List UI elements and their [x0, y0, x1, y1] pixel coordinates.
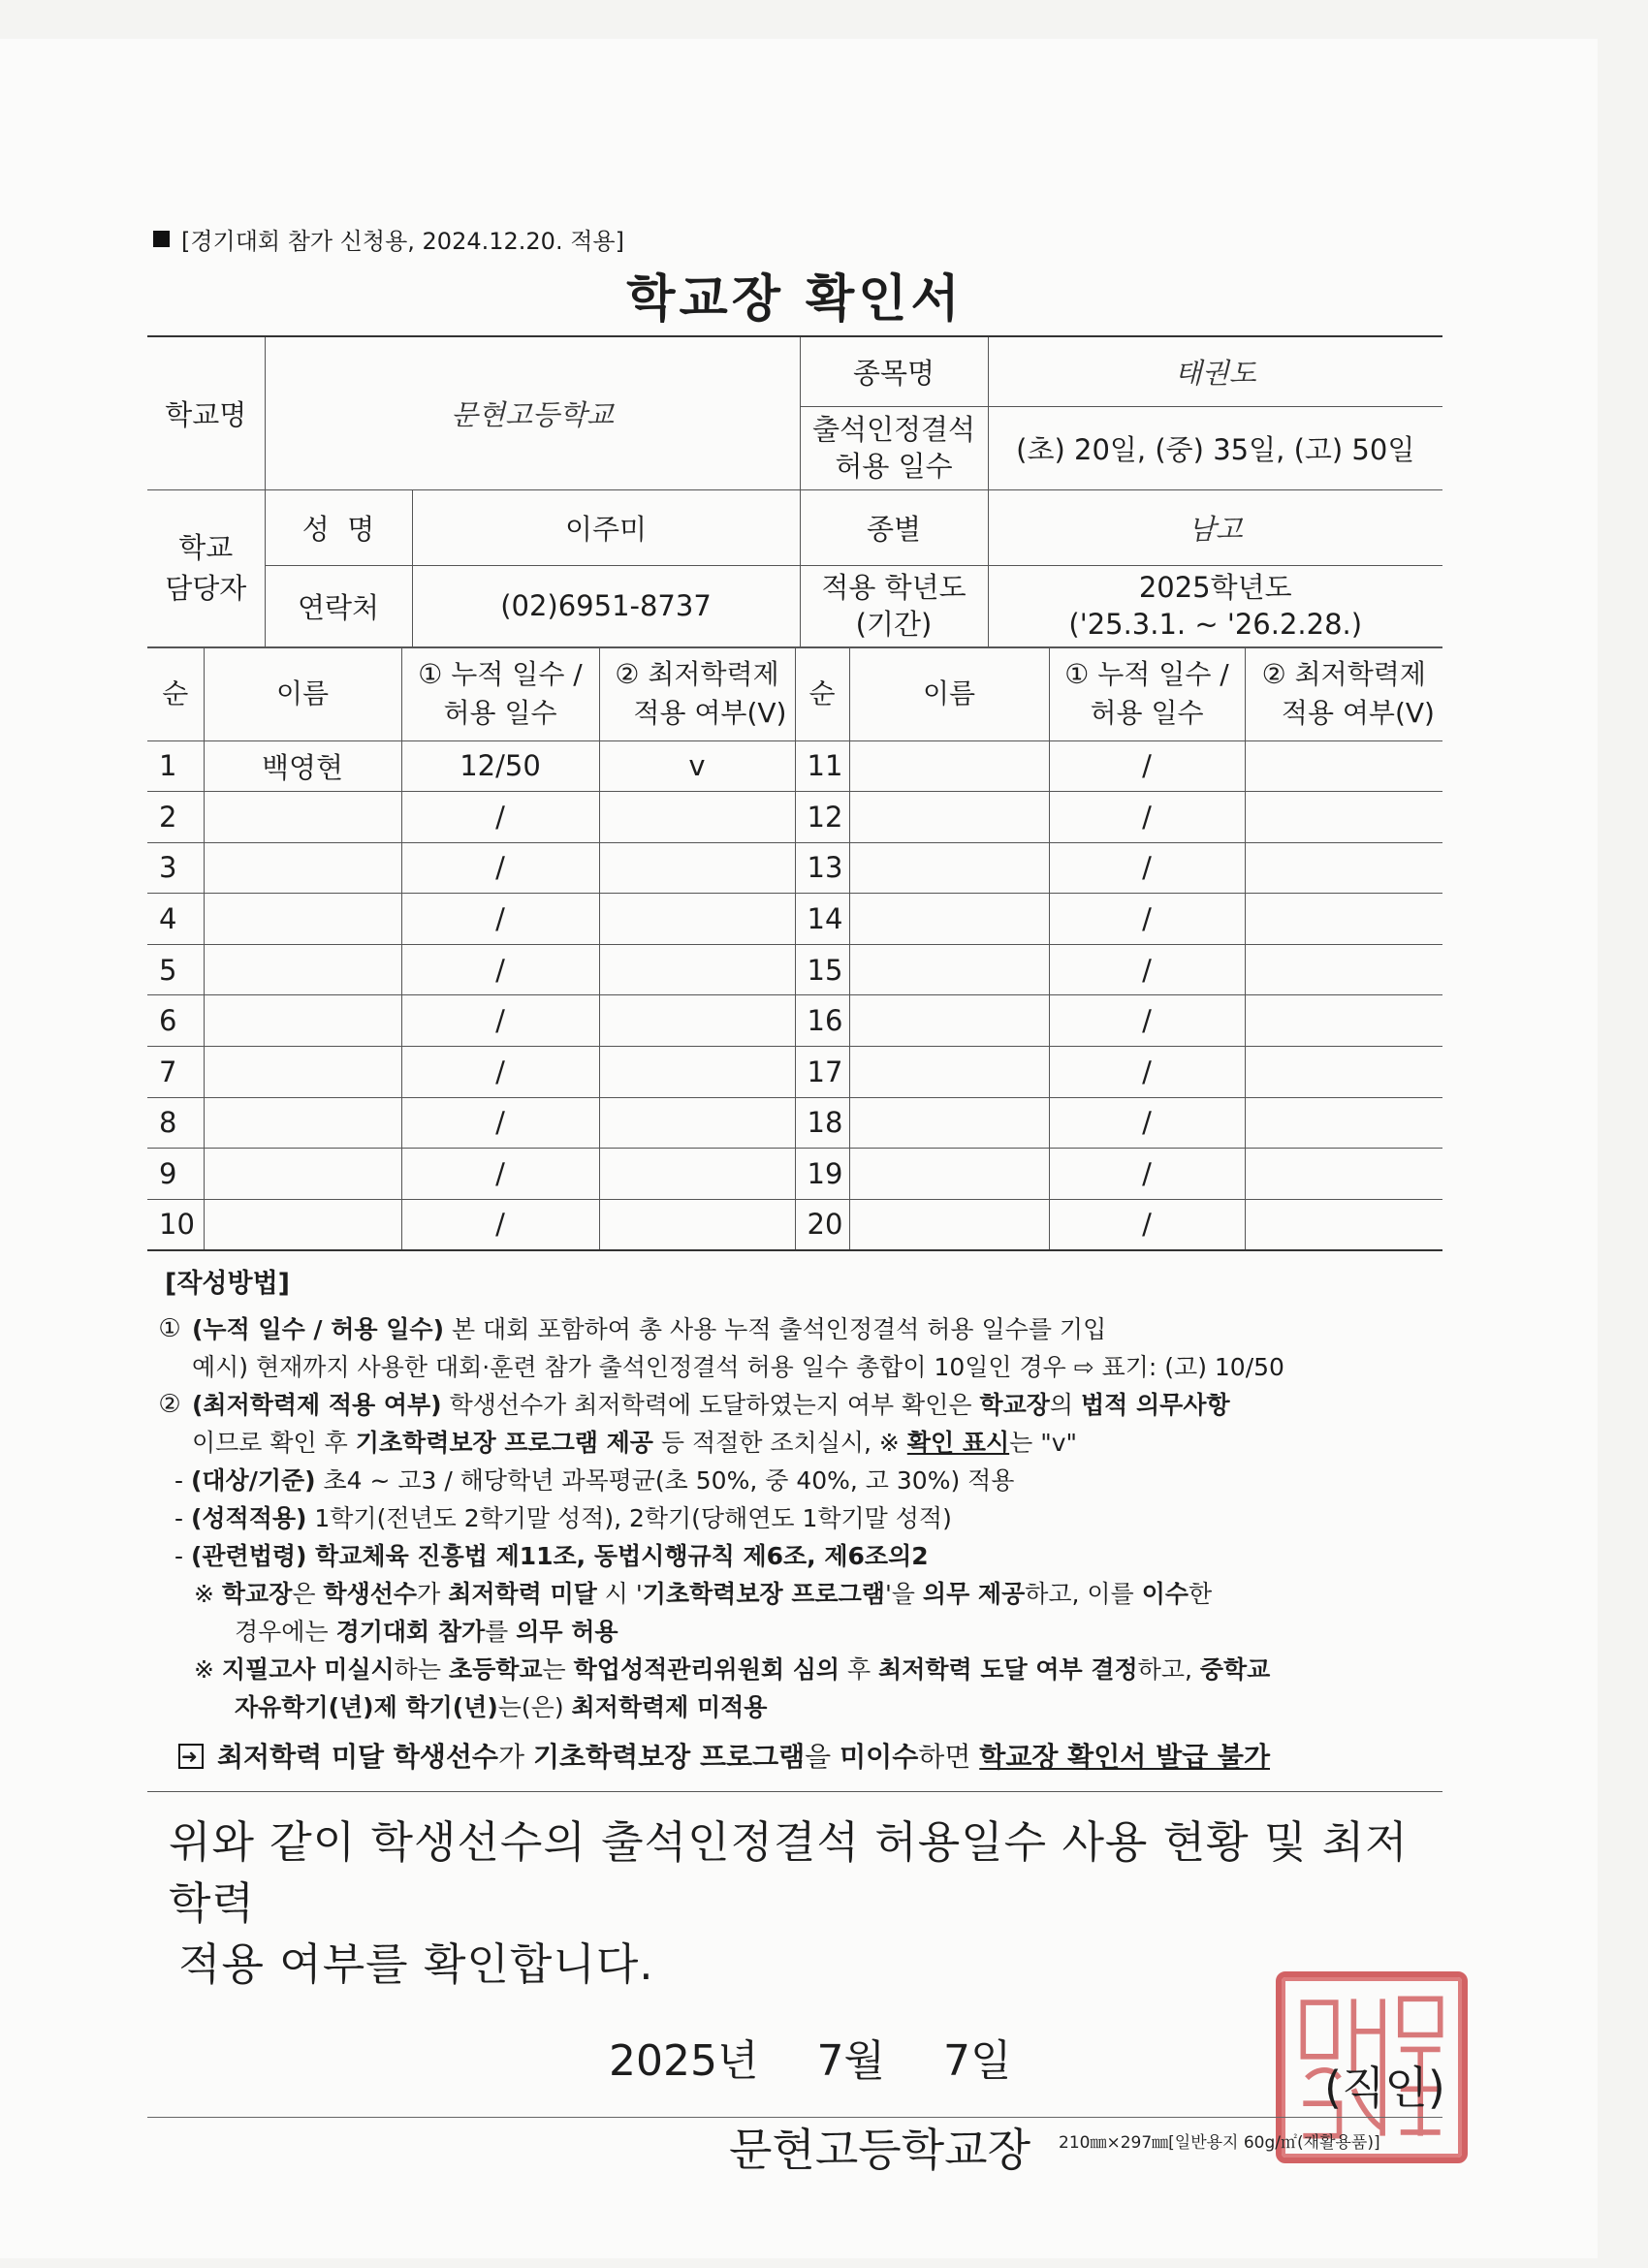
row-days: /: [401, 944, 599, 995]
col-name-right: 이름: [849, 647, 1049, 740]
col-no-left: 순: [147, 647, 204, 740]
row-no: 1: [147, 740, 204, 792]
guide-bold: (관련법령) 학교체육 진흥법 제11조, 동법시행규칙 제6조, 제6조의2: [190, 1541, 929, 1570]
school-value: 문현고등학교: [265, 336, 800, 489]
guide-bold: 미이수: [840, 1740, 919, 1773]
row-days: /: [401, 1047, 599, 1098]
arrow-box-icon: [178, 1744, 204, 1769]
guide-item-1-text: 본 대회 포함하여 총 사용 누적 출석인정결석 허용 일수를 기입: [444, 1314, 1107, 1343]
col-days-right: [1049, 647, 1245, 740]
table-row: [147, 1097, 1442, 1149]
row-no: 5: [147, 944, 204, 995]
guide-title: [작성방법]: [165, 1268, 291, 1299]
row-name: [204, 1149, 401, 1200]
guide-bold: 이수: [1141, 1579, 1188, 1608]
col-days-line2: 허용 일수: [1090, 697, 1204, 729]
year-label: [800, 565, 988, 646]
row-check: [1245, 1149, 1442, 1200]
year-label-line1: 적용 학년도: [821, 571, 967, 604]
col-min-right: [1245, 647, 1442, 740]
bottom-divider: [147, 2117, 1442, 2118]
form-note: [147, 219, 1442, 258]
row-name: [849, 1097, 1049, 1149]
row-check: [1245, 894, 1442, 945]
guide-item-1-bold: (누적 일수 / 허용 일수): [192, 1314, 444, 1343]
col-min-line2: 적용 여부(V): [633, 697, 787, 729]
gender-label: 종별: [800, 489, 988, 565]
guide-dash-2: - (성적적용) 1학기(전년도 2학기말 성적), 2학기(당해연도 1학기말 성적): [174, 1503, 952, 1532]
row-check: [1245, 842, 1442, 894]
manager-label-line1: 학교: [178, 531, 234, 564]
row-no: 11: [795, 740, 849, 792]
table-row: [147, 1199, 1442, 1250]
guide-bold: 기초학력보장 프로그램: [532, 1740, 806, 1773]
row-days: /: [1049, 740, 1245, 792]
guide-bold: 최저학력 도달 여부 결정: [878, 1654, 1138, 1684]
row-name: [849, 1199, 1049, 1250]
guide-bold: 기초학력보장 프로그램: [642, 1579, 885, 1608]
row-check: [1245, 1199, 1442, 1250]
row-check: [1245, 995, 1442, 1047]
row-check: [599, 842, 795, 894]
guide-text: 하는: [394, 1654, 449, 1684]
row-days: /: [1049, 1047, 1245, 1098]
manager-label-line2: 담당자: [165, 572, 247, 605]
guide-text: 1학기(전년도 2학기말 성적), 2학기(당해연도 1학기말 성적): [306, 1503, 952, 1532]
guide-text: 한: [1188, 1579, 1213, 1608]
row-days: 12/50: [401, 740, 599, 792]
row-check: v: [599, 740, 795, 792]
guide-text: 하면: [918, 1740, 980, 1773]
row-check: [599, 792, 795, 843]
guide-bold: 최저학력 미달 학생선수: [217, 1740, 498, 1773]
guide-item-2-bold: (최저학력제 적용 여부): [192, 1390, 442, 1419]
row-days: /: [1049, 1149, 1245, 1200]
table-row: [147, 792, 1442, 843]
confirmation-statement: [147, 1811, 1442, 1995]
guide-item-2: [147, 1386, 1442, 1424]
allow-label-line2: 허용 일수: [835, 450, 953, 483]
row-check: [1245, 740, 1442, 792]
contact-label: 연락처: [265, 565, 412, 646]
col-days-line1: ① 누적 일수 /: [1064, 658, 1229, 690]
guide-note-2: [147, 1651, 1442, 1688]
manager-label: [147, 489, 265, 646]
guide-text: 하고, 이를: [1025, 1579, 1142, 1608]
row-name: [849, 842, 1049, 894]
col-min-left: [599, 647, 795, 740]
table-row: [147, 1047, 1442, 1098]
guide-bold: 중학교: [1199, 1654, 1271, 1684]
guide-text: 이므로 확인 후: [192, 1428, 356, 1457]
guide-text: 를: [485, 1617, 517, 1646]
guide-text: '을: [884, 1579, 923, 1608]
row-days: /: [1049, 894, 1245, 945]
row-check: [1245, 792, 1442, 843]
gender-value: 남고: [988, 489, 1442, 565]
statement-line-1: 위와 같이 학생선수의 출석인정결석 허용일수 사용 현황 및 최저학력: [169, 1815, 1409, 1929]
row-no: 10: [147, 1199, 204, 1250]
table-row: [147, 995, 1442, 1047]
student-table: [147, 647, 1442, 1251]
row-no: 19: [795, 1149, 849, 1200]
row-check: [599, 1199, 795, 1250]
guide-text: 가: [417, 1579, 449, 1608]
date-year: 2025년: [609, 2035, 759, 2086]
row-name: [204, 1199, 401, 1250]
name-value: 이주미: [412, 489, 800, 565]
guide-text: 는 "v": [1009, 1428, 1078, 1457]
guide-text: 초4 ~ 고3 / 해당학년 과목평균(초 50%, 중 40%, 고 30%) 적용: [315, 1465, 1015, 1495]
guide-bold: 경기대회 참가: [335, 1617, 486, 1646]
note-mark: ※: [194, 1579, 214, 1608]
row-no: 9: [147, 1149, 204, 1200]
name-label: 성 명: [265, 489, 412, 565]
table-row: [147, 944, 1442, 995]
row-check: [599, 944, 795, 995]
contact-value: (02)6951-8737: [412, 565, 800, 646]
row-no: 12: [795, 792, 849, 843]
issue-date: [147, 2026, 1442, 2088]
note-mark: ※: [194, 1654, 214, 1684]
document: [147, 219, 1442, 2183]
row-no: 17: [795, 1047, 849, 1098]
row-name: 백영현: [204, 740, 401, 792]
col-days-left: [401, 647, 599, 740]
table-row: [147, 1149, 1442, 1200]
row-check: [599, 894, 795, 945]
col-days-line1: ① 누적 일수 /: [418, 658, 583, 690]
row-days: /: [401, 995, 599, 1047]
row-check: [599, 1097, 795, 1149]
year-value-line1: 2025학년도: [1138, 571, 1292, 604]
allow-label-line1: 출석인정결석: [811, 413, 976, 446]
row-days: /: [1049, 842, 1245, 894]
signer-name: 문현고등학교장: [729, 2123, 1031, 2176]
square-bullet-icon: [153, 231, 170, 247]
guide-bold: 학생선수: [323, 1579, 418, 1608]
table-row: [147, 894, 1442, 945]
school-label: 학교명: [147, 336, 265, 489]
guide-text: 등 적절한 조치실시, ※: [652, 1428, 907, 1457]
row-name: [204, 1047, 401, 1098]
row-days: /: [1049, 792, 1245, 843]
row-name: [849, 792, 1049, 843]
guide-bold-underline: 학교장 확인서 발급 불가: [979, 1740, 1271, 1773]
row-check: [1245, 944, 1442, 995]
row-days: /: [1049, 1199, 1245, 1250]
row-name: [849, 995, 1049, 1047]
sport-label: 종목명: [800, 336, 988, 406]
row-days: /: [1049, 1097, 1245, 1149]
table-row: [147, 740, 1442, 792]
guide-item-1: [147, 1310, 1442, 1348]
guide-note-1: [147, 1575, 1442, 1613]
guide-text: 가: [497, 1740, 533, 1773]
row-name: [849, 1149, 1049, 1200]
guide-item-1-example: 예시) 현재까지 사용한 대회·훈련 참가 출석인정결석 허용 일수 총합이 10일인 경우 ⇨ 표기: (고) 10/50: [192, 1352, 1284, 1381]
row-no: 8: [147, 1097, 204, 1149]
guide-text: 후: [840, 1654, 879, 1684]
row-no: 7: [147, 1047, 204, 1098]
row-days: /: [401, 842, 599, 894]
row-days: /: [401, 1097, 599, 1149]
guide-bold: (대상/기준): [190, 1465, 316, 1495]
row-no: 14: [795, 894, 849, 945]
guide-bold: 최저학력 미달: [448, 1579, 597, 1608]
date-day: 7일: [942, 2035, 1012, 2086]
guide-dash-1: - (대상/기준) 초4 ~ 고3 / 해당학년 과목평균(초 50%, 중 40%, 고 30%) 적용: [174, 1465, 1015, 1495]
col-name-left: 이름: [204, 647, 401, 740]
row-days: /: [1049, 995, 1245, 1047]
row-no: 4: [147, 894, 204, 945]
form-note-text: [경기대회 참가 신청용, 2024.12.20. 적용]: [181, 227, 624, 255]
guide-item-2-bold: 법적 의무사항: [1081, 1390, 1230, 1419]
row-no: 13: [795, 842, 849, 894]
guide-bold-underline: 확인 표시: [906, 1428, 1010, 1457]
date-month: 7월: [816, 2035, 885, 2086]
guide-item-2-text: 의: [1049, 1390, 1082, 1419]
row-no: 3: [147, 842, 204, 894]
row-name: [204, 842, 401, 894]
guide-bold: 자유학기(년)제 학기(년): [235, 1692, 498, 1721]
row-name: [849, 1047, 1049, 1098]
guide-bold: 학교장: [221, 1579, 293, 1608]
guide-text: 는(은): [497, 1692, 572, 1721]
row-name: [849, 894, 1049, 945]
guide-text: 하고,: [1137, 1654, 1200, 1684]
row-check: [1245, 1097, 1442, 1149]
col-min-line2: 적용 여부(V): [1281, 697, 1435, 729]
row-days: /: [401, 792, 599, 843]
col-no-right: 순: [795, 647, 849, 740]
year-value-line2: ('25.3.1. ~ '26.2.28.): [1068, 608, 1363, 641]
table-row: [147, 842, 1442, 894]
guide-text: 을: [805, 1740, 840, 1773]
paper-spec: 210㎜×297㎜[일반용지 60g/㎡(재활용품)]: [1059, 2133, 1380, 2153]
row-check: [599, 1047, 795, 1098]
guide-bold: 의무 제공: [922, 1579, 1026, 1608]
row-days: /: [401, 1149, 599, 1200]
guide-item-1-num: ①: [158, 1313, 181, 1343]
col-days-line2: 허용 일수: [443, 697, 557, 729]
guide-bold: 지필고사 미실시: [221, 1654, 395, 1684]
guide-bold: 기초학력보장 프로그램 제공: [355, 1428, 653, 1457]
col-min-line1: ② 최저학력제: [1261, 658, 1426, 690]
guide-dash-3: - (관련법령) 학교체육 진흥법 제11조, 동법시행규칙 제6조, 제6조의2: [174, 1541, 929, 1570]
guide-bold: 초등학교: [448, 1654, 543, 1684]
guide-text: 경우에는: [235, 1617, 336, 1646]
writing-guide: [147, 1265, 1442, 1792]
allow-value: (초) 20일, (중) 35일, (고) 50일: [988, 406, 1442, 489]
row-name: [204, 1097, 401, 1149]
row-no: 6: [147, 995, 204, 1047]
row-name: [849, 740, 1049, 792]
row-check: [599, 1149, 795, 1200]
seal-label: (직인): [1324, 2062, 1445, 2114]
guide-item-2-text: 학생선수가 최저학력에 도달하였는지 여부 확인은: [441, 1390, 980, 1419]
guide-text: 시 ': [596, 1579, 643, 1608]
row-check: [599, 995, 795, 1047]
year-label-line2: (기간): [855, 608, 933, 641]
row-no: 16: [795, 995, 849, 1047]
guide-item-2-line2: [147, 1424, 1442, 1462]
statement-line-2: 적용 여부를 확인합니다.: [178, 1937, 654, 1990]
row-no: 15: [795, 944, 849, 995]
row-name: [204, 995, 401, 1047]
guide-note-1-line2: [147, 1613, 1442, 1651]
row-name: [204, 792, 401, 843]
col-min-line1: ② 최저학력제: [615, 658, 779, 690]
allow-label: [800, 406, 988, 489]
row-no: 20: [795, 1199, 849, 1250]
year-value: [988, 565, 1442, 646]
row-name: [204, 944, 401, 995]
guide-note-2-line2: [147, 1688, 1442, 1726]
guide-bold: 학업성적관리위원회 심의: [573, 1654, 840, 1684]
guide-final-warning: [147, 1738, 1442, 1776]
guide-text: 은: [292, 1579, 324, 1608]
page-title: 학교장 확인서: [626, 270, 964, 329]
row-days: /: [401, 894, 599, 945]
divider: [147, 1791, 1442, 1792]
row-name: [204, 894, 401, 945]
row-no: 2: [147, 792, 204, 843]
row-name: [849, 944, 1049, 995]
info-table: [147, 335, 1442, 647]
guide-item-2-bold: 학교장: [979, 1390, 1050, 1419]
row-days: /: [401, 1199, 599, 1250]
row-check: [1245, 1047, 1442, 1098]
guide-text: 는: [542, 1654, 574, 1684]
row-days: /: [1049, 944, 1245, 995]
row-no: 18: [795, 1097, 849, 1149]
guide-bold: 최저학력제 미적용: [571, 1692, 768, 1721]
guide-bold: 의무 허용: [516, 1617, 618, 1646]
sport-value: 태권도: [988, 336, 1442, 406]
guide-bold: (성적적용): [190, 1503, 307, 1532]
guide-item-2-num: ②: [158, 1389, 181, 1419]
